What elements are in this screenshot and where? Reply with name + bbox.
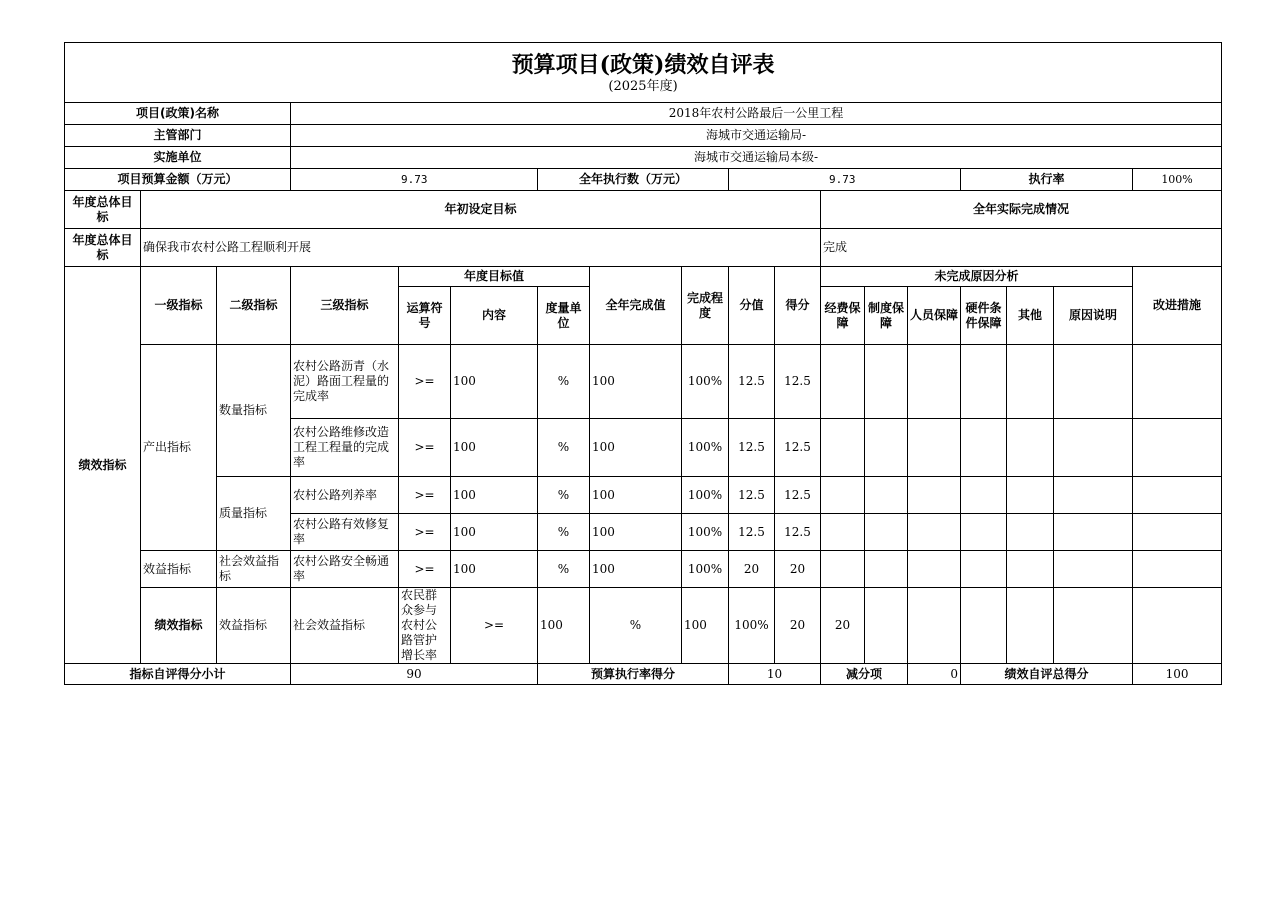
row-blank <box>1007 551 1054 588</box>
row-degree: 100% <box>682 419 729 477</box>
row-blank <box>865 588 908 664</box>
row-value: 100 <box>590 477 682 514</box>
row-op: >= <box>399 345 451 419</box>
dept-value: 海城市交通运输局- <box>291 125 1222 147</box>
row-blank <box>1007 588 1054 664</box>
row-level3: 农村公路有效修复率 <box>291 514 399 551</box>
total-label: 绩效自评总得分 <box>961 664 1133 685</box>
row-blank <box>1007 419 1054 477</box>
budget-amount-label: 项目预算金额（万元） <box>65 169 291 191</box>
dept-label: 主管部门 <box>65 125 291 147</box>
row-score: 20 <box>775 551 821 588</box>
row-blank <box>1133 345 1222 419</box>
row-blank <box>961 588 1007 664</box>
exec-rate-value: 100% <box>1133 169 1222 191</box>
row-value: 100 <box>590 419 682 477</box>
header-reason-fund: 经费保障 <box>821 287 865 345</box>
deduct-value: 0 <box>908 664 961 685</box>
row-blank <box>821 551 865 588</box>
page-subtitle: (2025年度) <box>608 78 678 94</box>
row-op: >= <box>399 514 451 551</box>
row-blank <box>1133 551 1222 588</box>
row-level3: 农民群众参与农村公路管护增长率 <box>399 588 451 664</box>
row-blank <box>1054 551 1133 588</box>
performance-table <box>64 42 1222 685</box>
row-value: 100 <box>682 588 729 664</box>
row-points: 12.5 <box>729 514 775 551</box>
row-score: 12.5 <box>775 477 821 514</box>
exec-rate-label: 执行率 <box>961 169 1133 191</box>
row-unit: % <box>538 419 590 477</box>
page-title: 预算项目(政策)绩效自评表 <box>511 51 775 78</box>
row-points: 12.5 <box>729 477 775 514</box>
row-points: 20 <box>729 551 775 588</box>
unit-label: 实施单位 <box>65 147 291 169</box>
row-level3: 农村公路列养率 <box>291 477 399 514</box>
row-blank <box>961 419 1007 477</box>
row-content: 100 <box>451 345 538 419</box>
unit-value: 海城市交通运输局本级- <box>291 147 1222 169</box>
row-level2: 质量指标 <box>217 477 291 551</box>
goals-header-label: 年度总体目标 <box>65 191 141 229</box>
row-score: 12.5 <box>775 514 821 551</box>
row-op: >= <box>451 588 538 664</box>
goals-initial-value: 确保我市农村公路工程顺利开展 <box>141 229 821 267</box>
header-score: 得分 <box>775 267 821 345</box>
row-value: 100 <box>590 345 682 419</box>
row-degree: 100% <box>682 514 729 551</box>
header-reason-system: 制度保障 <box>865 287 908 345</box>
header-reason-hardware: 硬件条件保障 <box>961 287 1007 345</box>
row-points: 20 <box>775 588 821 664</box>
row-degree: 100% <box>682 551 729 588</box>
row-blank <box>1054 345 1133 419</box>
row-blank <box>865 551 908 588</box>
row-blank <box>1007 477 1054 514</box>
row-level1: 产出指标 <box>141 345 217 551</box>
row-blank <box>961 345 1007 419</box>
row-blank <box>1007 514 1054 551</box>
row-blank <box>908 551 961 588</box>
row-blank <box>821 345 865 419</box>
row-points: 12.5 <box>729 419 775 477</box>
row-unit: % <box>590 588 682 664</box>
row-level2: 数量指标 <box>217 345 291 477</box>
goals-actual-value: 完成 <box>821 229 1222 267</box>
row-score: 12.5 <box>775 419 821 477</box>
header-reason-explain: 原因说明 <box>1054 287 1133 345</box>
row-score: 20 <box>821 588 865 664</box>
perf-indicator-label-2: 绩效指标 <box>141 588 217 664</box>
row-blank <box>908 477 961 514</box>
row-value: 100 <box>590 514 682 551</box>
row-blank <box>961 477 1007 514</box>
row-op: >= <box>399 477 451 514</box>
row-blank <box>961 514 1007 551</box>
budget-amount-value: 9.73 <box>291 169 538 191</box>
row-points: 12.5 <box>729 345 775 419</box>
header-level2: 二级指标 <box>217 267 291 345</box>
row-level3: 农村公路维修改造工程工程量的完成率 <box>291 419 399 477</box>
row-degree: 100% <box>729 588 775 664</box>
row-content: 100 <box>451 419 538 477</box>
row-blank <box>908 345 961 419</box>
header-degree: 完成程度 <box>682 267 729 345</box>
goals-initial-label: 年初设定目标 <box>141 191 821 229</box>
title-cell <box>65 43 1222 103</box>
row-blank <box>865 514 908 551</box>
header-full-value: 全年完成值 <box>590 267 682 345</box>
row-blank <box>961 551 1007 588</box>
header-improve: 改进措施 <box>1133 267 1222 345</box>
header-reason-other: 其他 <box>1007 287 1054 345</box>
row-degree: 100% <box>682 477 729 514</box>
row-level2: 社会效益指标 <box>217 551 291 588</box>
row-blank <box>865 477 908 514</box>
goals-row-label: 年度总体目标 <box>65 229 141 267</box>
header-level1: 一级指标 <box>141 267 217 345</box>
exec-label: 全年执行数（万元） <box>538 169 729 191</box>
row-content: 100 <box>451 551 538 588</box>
header-content: 内容 <box>451 287 538 345</box>
row-blank <box>821 514 865 551</box>
row-unit: % <box>538 345 590 419</box>
header-annual-target: 年度目标值 <box>399 267 590 287</box>
row-level3: 农村公路沥青（水泥）路面工程量的完成率 <box>291 345 399 419</box>
budget-score-label: 预算执行率得分 <box>538 664 729 685</box>
row-blank <box>821 419 865 477</box>
row-level1: 效益指标 <box>217 588 291 664</box>
row-unit: % <box>538 551 590 588</box>
deduct-label: 减分项 <box>821 664 908 685</box>
row-content: 100 <box>451 514 538 551</box>
row-unit: % <box>538 514 590 551</box>
header-reason-staff: 人员保障 <box>908 287 961 345</box>
row-level3: 农村公路安全畅通率 <box>291 551 399 588</box>
header-level3: 三级指标 <box>291 267 399 345</box>
subtotal-label: 指标自评得分小计 <box>65 664 291 685</box>
row-blank <box>1054 514 1133 551</box>
row-blank <box>1054 588 1133 664</box>
row-level1: 效益指标 <box>141 551 217 588</box>
row-blank <box>1133 477 1222 514</box>
row-op: >= <box>399 419 451 477</box>
total-value: 100 <box>1133 664 1222 685</box>
row-blank <box>1133 514 1222 551</box>
row-content: 100 <box>451 477 538 514</box>
budget-score-value: 10 <box>729 664 821 685</box>
row-op: >= <box>399 551 451 588</box>
row-value: 100 <box>590 551 682 588</box>
row-blank <box>908 588 961 664</box>
header-op: 运算符号 <box>399 287 451 345</box>
header-unit: 度量单位 <box>538 287 590 345</box>
row-blank <box>865 345 908 419</box>
header-score-value: 分值 <box>729 267 775 345</box>
perf-indicator-label: 绩效指标 <box>65 267 141 664</box>
project-name-value: 2018年农村公路最后一公里工程 <box>291 103 1222 125</box>
exec-value: 9.73 <box>729 169 961 191</box>
row-blank <box>1133 419 1222 477</box>
row-unit: % <box>538 477 590 514</box>
row-blank <box>1054 477 1133 514</box>
subtotal-value: 90 <box>291 664 538 685</box>
goals-actual-label: 全年实际完成情况 <box>821 191 1222 229</box>
row-score: 12.5 <box>775 345 821 419</box>
header-reasons: 未完成原因分析 <box>821 267 1133 287</box>
row-blank <box>908 514 961 551</box>
row-content: 100 <box>538 588 590 664</box>
project-name-label: 项目(政策)名称 <box>65 103 291 125</box>
row-blank <box>1133 588 1222 664</box>
row-blank <box>821 477 865 514</box>
row-blank <box>865 419 908 477</box>
row-blank <box>1007 345 1054 419</box>
row-blank <box>908 419 961 477</box>
row-level2: 社会效益指标 <box>291 588 399 664</box>
row-blank <box>1054 419 1133 477</box>
row-degree: 100% <box>682 345 729 419</box>
